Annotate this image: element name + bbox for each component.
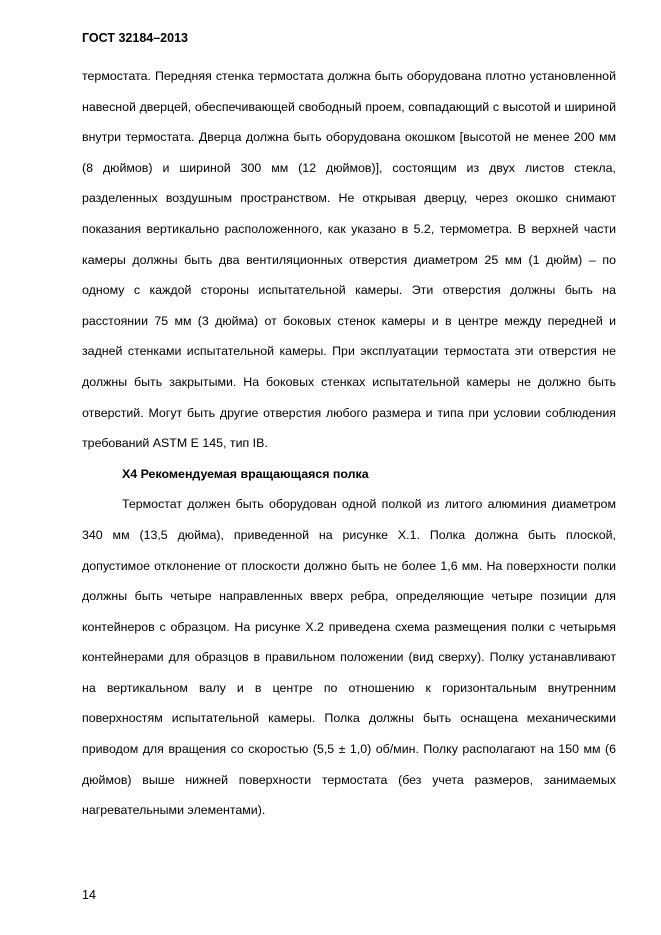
paragraph-rotating-shelf: Термостат должен быть оборудован одной полкой из литого алюминия диаметром 340 мм (13,5 дюйма), приведенной на рисунке Х.1. Полка должна быть плоской, допустимое отклонение от плоскости должно быть не более 1,6 мм. На поверхности полки должны быть четыре направленных вверх ребра, определяющие четыре позиции для контейнеров с образцом. На рисунке Х.2 приведена схема размещения полки с четырьмя контейнерами для образцов в правильном положении (вид сверху). Полку устанавливают на вертикальном валу и в центре по отношению к горизонтальным внутренним поверхностям испытательной камеры. Полка должны быть оснащена механическими приводом для вращения со скоростью (5,5 ± 1,0) об/мин. Полку располагают на 150 мм (6 дюймов) выше нижней поверхности термостата (без учета размеров, занимаемых нагревательными элементами). [82,497,616,818]
document-header: ГОСТ 32184–2013 [82,31,188,45]
paragraph-thermostat-door: термостата. Передняя стенка термостата должна быть оборудована плотно установленной навесной дверцей, обеспечивающей свободный проем, совпадающий с высотой и шириной внутри термостата. Дверца должна быть оборудована окошком [высотой не менее 200 мм (8 дюймов) и шириной 300 мм (12 дюймов)], состоящим из двух листов стекла, разделенных воздушным пространством. Не открывая дверцу, через окошко снимают показания вертикально расположенного, как указано в 5.2, термометра. В верхней части камеры должны быть два вентиляционных отверстия диаметром 25 мм (1 дюйм) – по одному с каждой стороны испытательной камеры. Эти отверстия должны быть на расстоянии 75 мм (3 дюйма) от боковых стенок камеры и в центре между передней и задней стенками испытательной камеры. При эксплуатации термостата эти отверстия не должны быть закрытыми. На боковых стенках испытательной камеры не должно быть отверстий. Могут быть другие отверстия любого размера и типа при условии соблюдения требований ASTM E 145, тип IB. [82,69,616,451]
document-body [82,61,616,826]
section-title: Х4 Рекомендуемая вращающаяся полка [122,466,369,481]
page-number: 14 [82,888,96,902]
